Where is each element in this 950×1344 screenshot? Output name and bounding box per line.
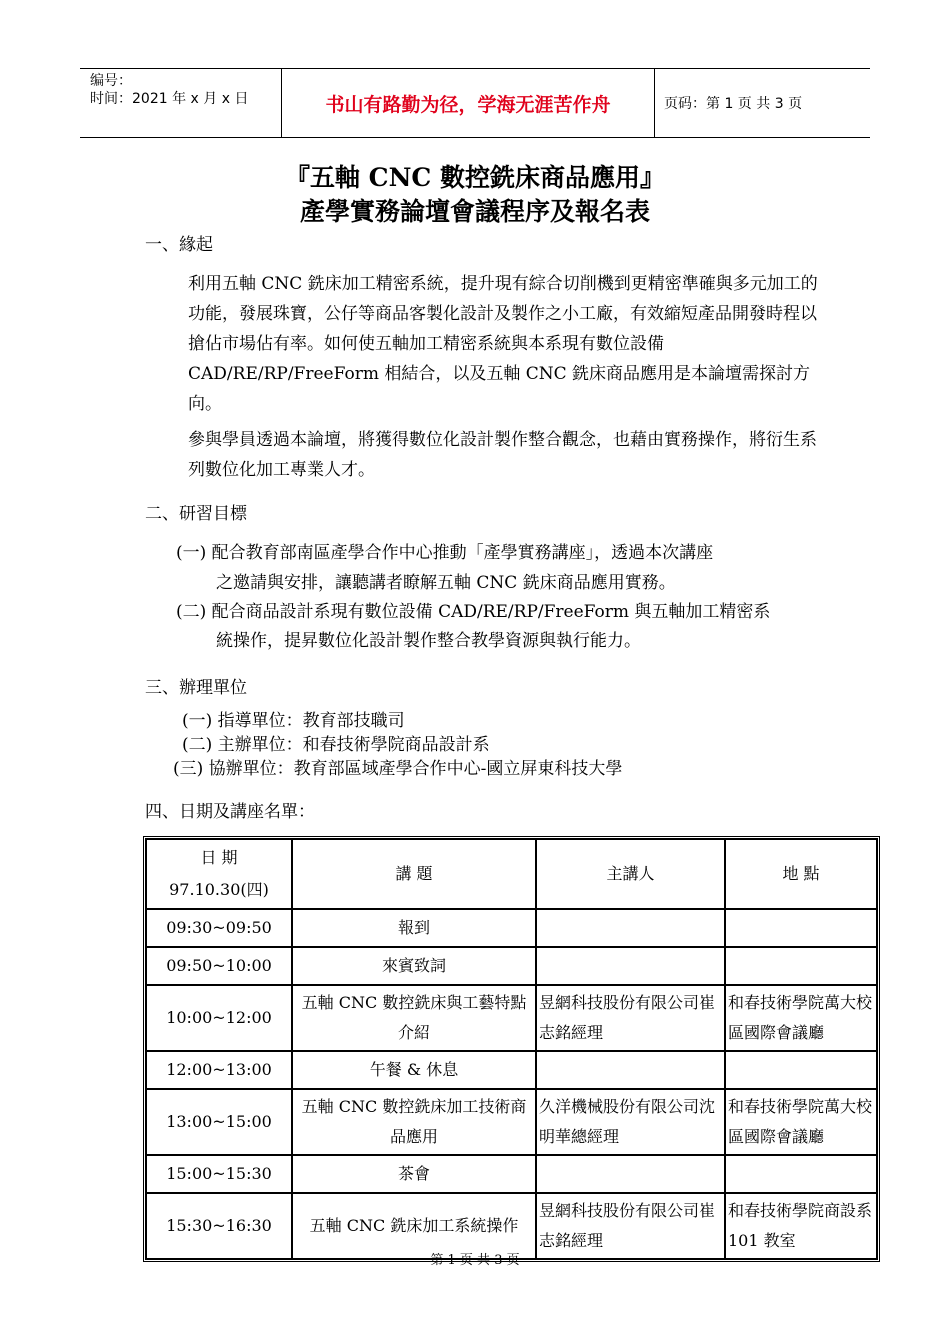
row-place bbox=[725, 1155, 877, 1193]
goal-item-2-line1: (二) 配合商品設計系現有數位設備 CAD/RE/RP/FreeForm 與五軸加工精密系 bbox=[176, 602, 771, 622]
section-heading-organizers: 三、辦理單位 bbox=[145, 678, 247, 698]
number-label: 编号： bbox=[90, 73, 132, 89]
table-row bbox=[146, 909, 877, 947]
row-speaker: 昱網科技股份有限公司崔志銘經理 bbox=[536, 985, 725, 1051]
row-speaker bbox=[536, 1051, 725, 1089]
row-place bbox=[725, 1051, 877, 1089]
row-time: 15:00~15:30 bbox=[146, 1155, 292, 1193]
row-topic: 來賓致詞 bbox=[292, 947, 536, 985]
row-time: 09:30~09:50 bbox=[146, 909, 292, 947]
row-place bbox=[725, 909, 877, 947]
section-heading-origin: 一、緣起 bbox=[145, 235, 213, 255]
table-header-row bbox=[146, 839, 877, 909]
row-topic: 五軸 CNC 數控銑床加工技術商品應用 bbox=[292, 1089, 536, 1155]
header-divider bbox=[654, 69, 655, 137]
goal-item-1-line1: (一) 配合教育部南區產學合作中心推動「產學實務講座」，透過本次講座 bbox=[176, 543, 714, 563]
document-title-line2: 產學實務論壇會議程序及報名表 bbox=[299, 197, 650, 226]
row-topic: 五軸 CNC 數控銑床與工藝特點介紹 bbox=[292, 985, 536, 1051]
row-time: 09:50~10:00 bbox=[146, 947, 292, 985]
organizer-co-host: (三) 協辦單位：教育部區域產學合作中心-國立屏東科技大學 bbox=[173, 759, 623, 779]
document-title-line1: 『五軸 CNC 數控銑床商品應用』 bbox=[284, 163, 666, 192]
header-speaker: 主講人 bbox=[536, 839, 725, 909]
table-row bbox=[146, 1155, 877, 1193]
row-topic: 五軸 CNC 銑床加工系統操作 bbox=[292, 1193, 536, 1259]
origin-paragraph-2: 參與學員透過本論壇，將獲得數位化設計製作整合觀念，也藉由實務操作，將衍生系列數位化加工專業人才。 bbox=[188, 430, 817, 480]
row-speaker bbox=[536, 909, 725, 947]
row-topic: 報到 bbox=[292, 909, 536, 947]
section-heading-schedule: 四、日期及講座名單： bbox=[145, 802, 315, 822]
header-date-cell bbox=[146, 839, 292, 909]
row-time: 13:00~15:00 bbox=[146, 1089, 292, 1155]
row-place: 和春技術學院商設系 101 教室 bbox=[725, 1193, 877, 1259]
header-motto: 书山有路勤为径，学海无涯苦作舟 bbox=[325, 93, 611, 116]
table-row bbox=[146, 985, 877, 1051]
header-topic: 講 題 bbox=[292, 839, 536, 909]
row-speaker bbox=[536, 1155, 725, 1193]
row-speaker bbox=[536, 947, 725, 985]
row-place: 和春技術學院萬大校區國際會議廳 bbox=[725, 1089, 877, 1155]
organizer-guidance: (一) 指導單位：教育部技職司 bbox=[182, 711, 405, 731]
origin-paragraph-1: 利用五軸 CNC 銑床加工精密系統，提升現有綜合切削機到更精密準確與多元加工的功能，發展珠寶，公仔等商品客製化設計及製作之小工廠，有效縮短產品開發時程以搶佔市場佔有率。如何使五軸加工精密系統與本系現有數位設備 CAD/RE/RP/FreeForm 相結合，以及五軸 CNC 銑床商品應用是本論壇需探討方向。 bbox=[188, 274, 818, 414]
schedule-table bbox=[143, 836, 880, 1262]
header-page-number: 页码：第 1 页 共 3 页 bbox=[664, 96, 803, 112]
table-row bbox=[146, 947, 877, 985]
row-place bbox=[725, 947, 877, 985]
section-heading-goals: 二、研習目標 bbox=[145, 504, 247, 524]
row-time: 10:00~12:00 bbox=[146, 985, 292, 1051]
row-place: 和春技術學院萬大校區國際會議廳 bbox=[725, 985, 877, 1051]
organizer-host: (二) 主辦單位：和春技術學院商品設計系 bbox=[182, 735, 490, 755]
page-footer: 第 1 页 共 3 页 bbox=[430, 1253, 520, 1268]
header-place: 地 點 bbox=[725, 839, 877, 909]
date-label: 日 期 bbox=[200, 848, 238, 867]
goal-item-2-line2: 統操作，提昇數位化設計製作整合教學資源與執行能力。 bbox=[216, 631, 641, 651]
table-row bbox=[146, 1051, 877, 1089]
time-label: 时间：2021 年 x 月 x 日 bbox=[90, 91, 249, 107]
date-value: 97.10.30(四) bbox=[169, 880, 269, 899]
table-row bbox=[146, 1089, 877, 1155]
header-meta bbox=[90, 72, 280, 108]
row-speaker: 昱網科技股份有限公司崔志銘經理 bbox=[536, 1193, 725, 1259]
row-speaker: 久洋機械股份有限公司沈明華總經理 bbox=[536, 1089, 725, 1155]
row-time: 15:30~16:30 bbox=[146, 1193, 292, 1259]
document-header bbox=[80, 68, 870, 138]
row-time: 12:00~13:00 bbox=[146, 1051, 292, 1089]
row-topic: 午餐 & 休息 bbox=[292, 1051, 536, 1089]
goal-item-1-line2: 之邀請與安排，讓聽講者瞭解五軸 CNC 銑床商品應用實務。 bbox=[216, 573, 676, 593]
row-topic: 茶會 bbox=[292, 1155, 536, 1193]
